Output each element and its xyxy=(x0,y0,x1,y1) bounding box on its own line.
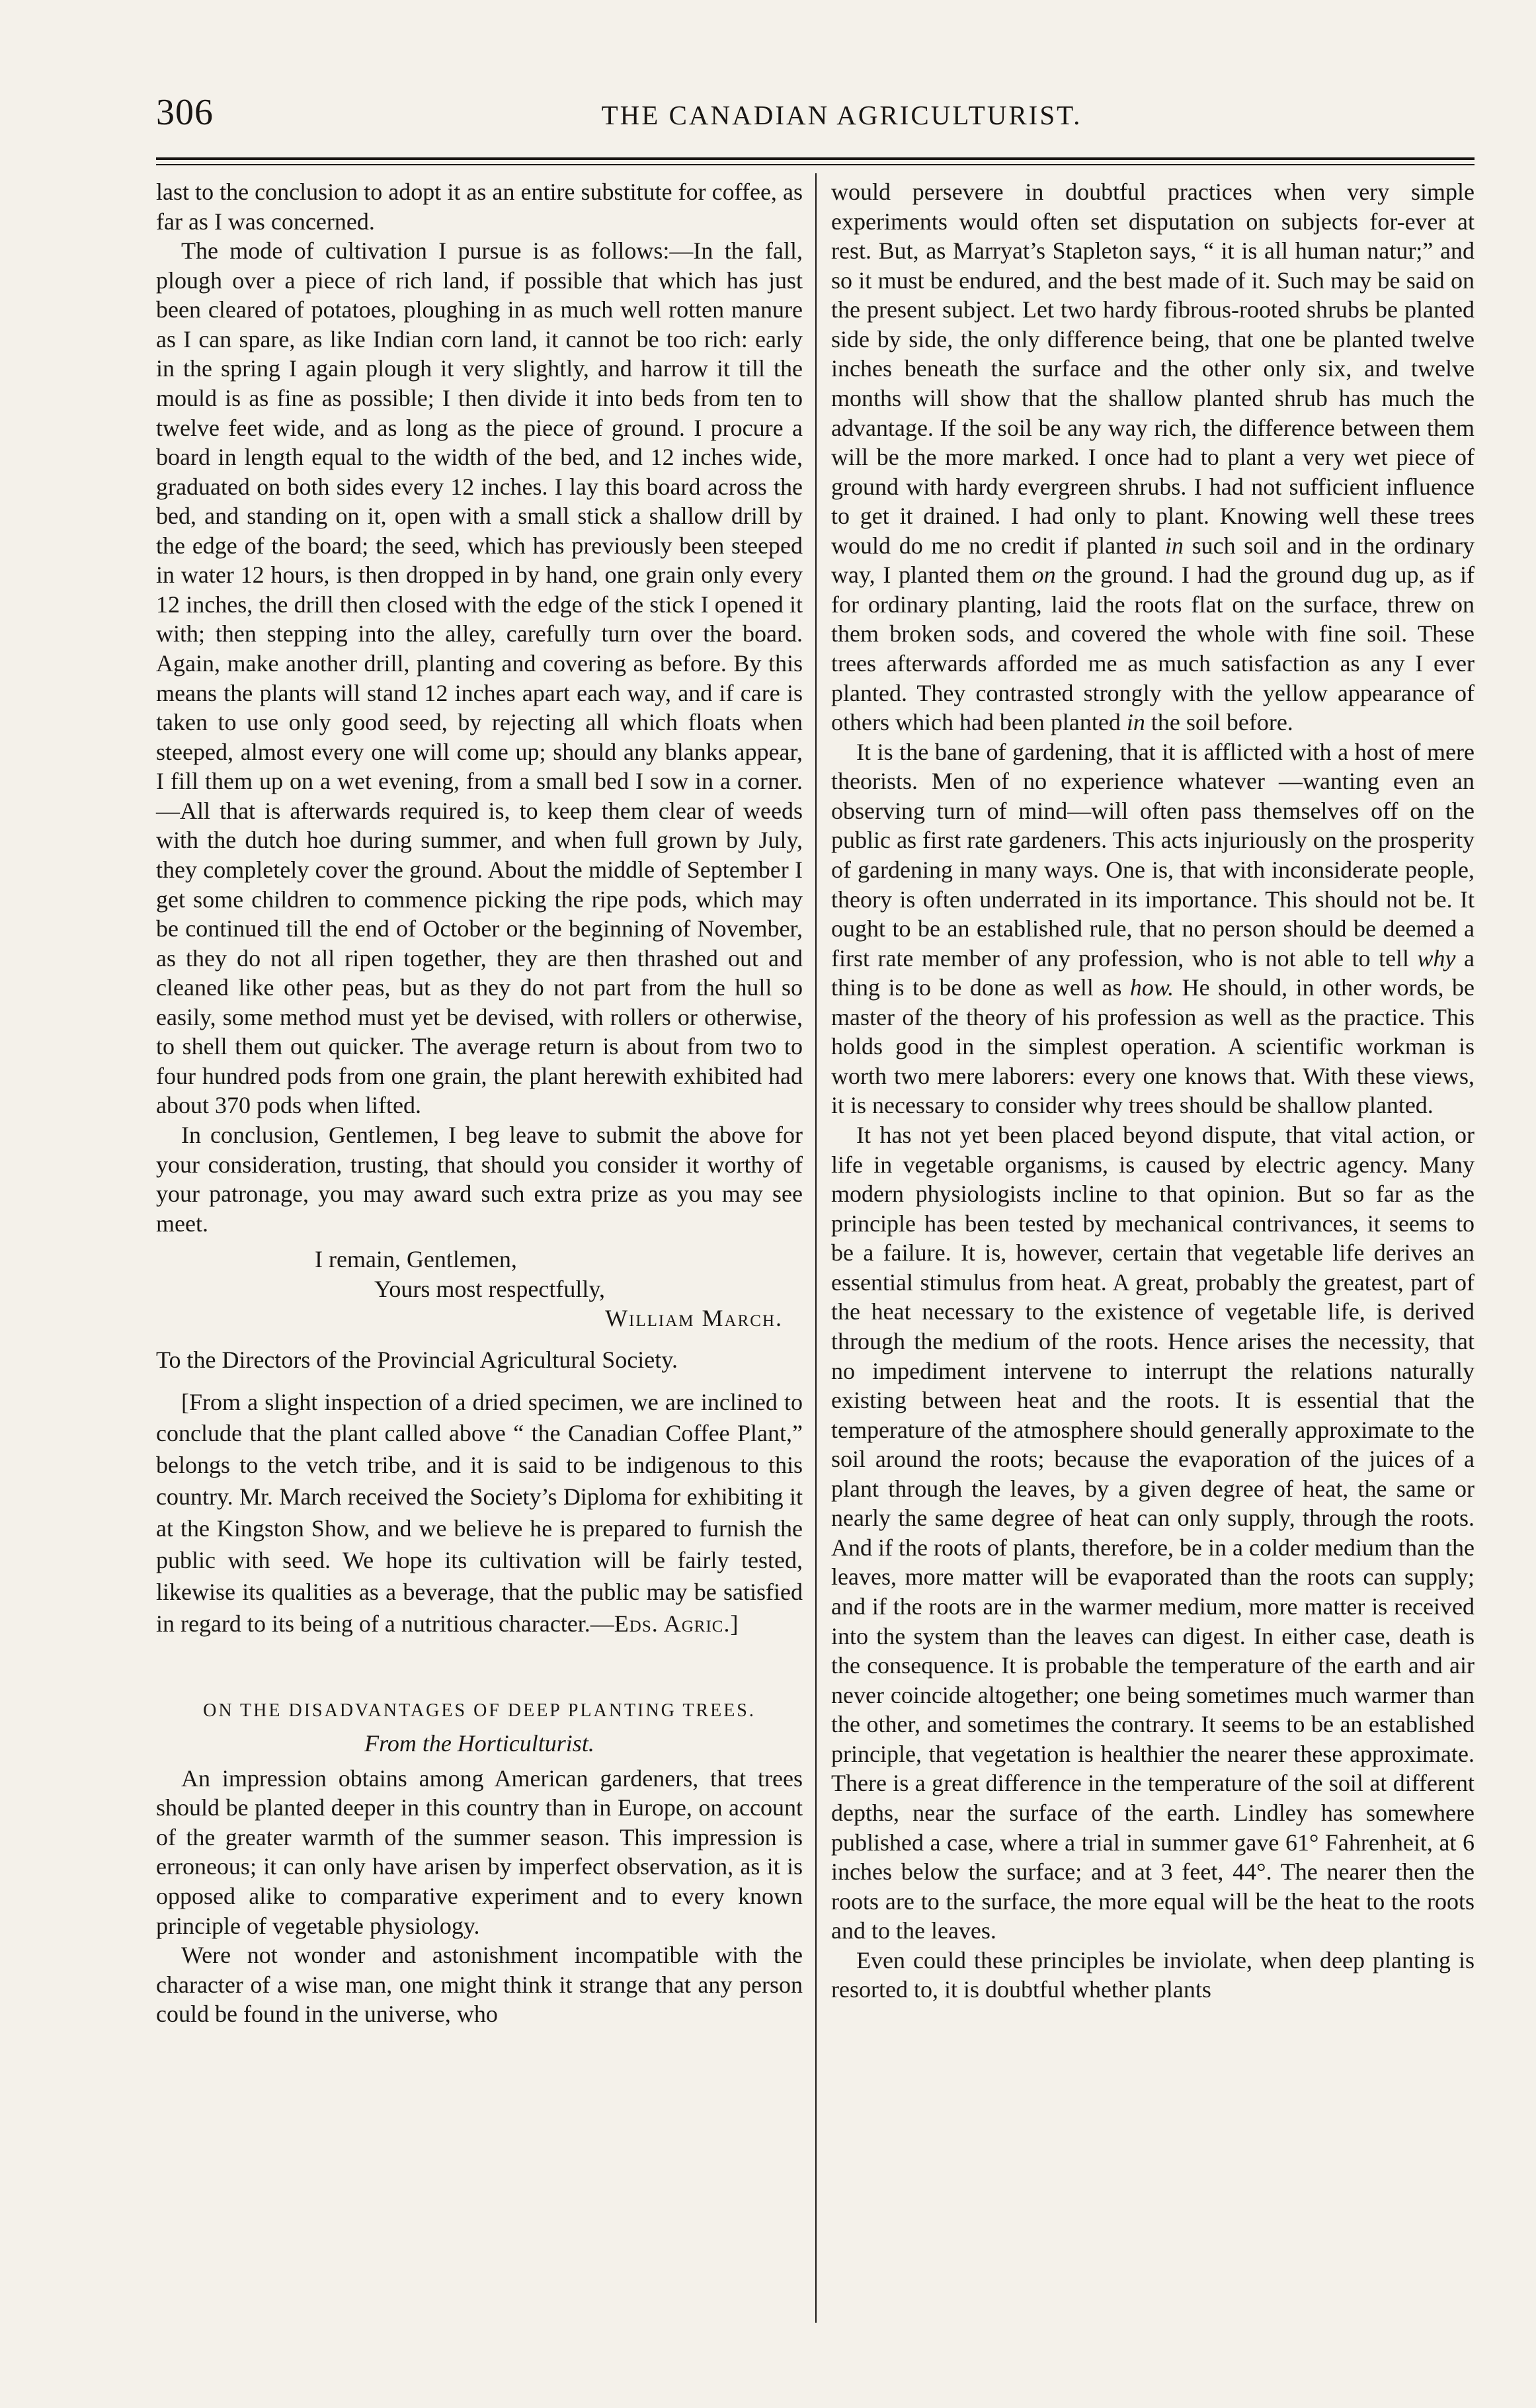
emphasis: why xyxy=(1417,944,1456,972)
paragraph: In conclusion, Gentlemen, I beg leave to submit the above for your consideration, trusting, that should you consider it worthy of your patronage, you may award such extra prize as you may see meet. xyxy=(156,1122,803,1237)
emphasis: on xyxy=(1031,561,1056,589)
paragraph: An impression obtains among American gardeners, that trees should be planted deeper in this country than in Europe, on account of the greater warmth of the summer season. This impression is erroneous; it can only have arisen by imperfect observation, as it is opposed alike to comparative experiment and to every known principle of vegetable physiology. xyxy=(156,1764,803,1939)
paragraph: It has not yet been placed beyond dispute, that vital action, or life in vegetable organisms, is caused by electric agency. Many modern physiologists incline to that opinion. But so far as the principle has been tested by mechanical contrivances, it seems to be a failure. It is, however, certain that vegetable life derives an essential stimulus from heat. A great, probably the greatest, part of the heat necessary to the existence of vegetable life, is derived through the medium of the roots. Hence arises the necessity, that no impediment intervene to interrupt the relations naturally existing between heat and the roots. It is essential that the temperature of the atmosphere should generally approximate to the soil around the roots; because the evaporation of the juices of a plant through the leaves, by a given degree of heat, the same or nearly the same degree of heat can only supply, through the roots. And if the roots of plants, therefore, be in a colder medium than the leaves, more matter will be evaporated than the roots can supply; and if the roots are in the warmer medium, more matter is received into the system than the leaves can digest. In either case, death is the consequence. It is probable the temperature of the earth and air never coincide altogether; one being sometimes much warmer than the other, and sometimes the contrary. It seems to be an established principle, that vegetation is healthier the nearer these approximate. There is a great difference in the temperature of the soil at different depths, near the surface of the earth. Lindley has somewhere published a case, where a trial in summer gave 61° Fahrenheit, at 6 inches below the surface; and at 3 feet, 44°. The nearer then the roots are to the surface, the more equal will be the heat to the roots and to the leaves. xyxy=(831,1122,1475,1944)
running-title: THE CANADIAN AGRICULTURIST. xyxy=(601,100,1082,130)
text-run: such soil and in the ordinary way, I planted them xyxy=(831,532,1475,589)
editorial-end: ] xyxy=(730,1610,739,1637)
paragraph xyxy=(831,737,1475,1120)
address-line: To the Directors of the Provincial Agricultural Society. xyxy=(156,1346,678,1373)
page-number: 306 xyxy=(156,92,214,133)
letter-closing xyxy=(156,1245,803,1333)
header-rule-thick xyxy=(156,157,1475,160)
column-divider xyxy=(815,173,817,2323)
text-run: He should, in other words, be master of the theory of his profession as well as the practice. This holds good in the simplest operation. A scientific workman is worth two mere laborers: every one knows that. With these views, it is necessary to consider why trees should be shallow planted. xyxy=(831,974,1475,1119)
closing-line: Yours most respectfully, xyxy=(374,1275,605,1302)
article-source: From the Horticulturist. xyxy=(364,1730,594,1757)
header-rule-thin xyxy=(156,164,1475,165)
emphasis: how. xyxy=(1129,974,1174,1001)
editorial-signature: Eds. Agric. xyxy=(614,1610,731,1637)
text-run: the ground. I had the ground dug up, as if for ordinary planting, laid the roots flat on the surface, threw on them broken sods, and covered the whole with fine soil. These trees afterwards afforded me as much satisfaction as any I ever planted. They contrasted strongly with the yellow appearance of others which had been planted xyxy=(831,561,1475,736)
editorial-note xyxy=(156,1387,803,1640)
page-header xyxy=(156,91,1475,144)
paragraph: Were not wonder and astonishment incompatible with the character of a wise man, one might think it strange that any person could be found in the universe, who xyxy=(156,1942,803,2028)
paragraph: The mode of cultivation I pursue is as follows:—In the fall, plough over a piece of rich land, if possible that which has just been cleared of potatoes, ploughing in as much well rotten manure as I can spare, as like Indian corn land, it cannot be too rich: early in the spring I again plough it very slightly, and harrow it till the mould is as fine as possible; I then divide it into beds from ten to twelve feet wide, and as long as the piece of ground. I procure a board in length equal to the width of the bed, and 12 inches wide, graduated on both sides every 12 inches. I lay this board across the bed, and standing on it, open with a small stick a shallow drill by the edge of the board; the seed, which has previously been steeped in water 12 hours, is then dropped in by hand, one grain only every 12 inches, the drill then closed with the edge of the stick I opened it with; then stepping into the alley, carefully turn over the board. Again, make another drill, planting and covering as before. By this means the plants will stand 12 inches apart each way, and if care is taken to use only good seed, by rejecting all which floats when steeped, almost every one will come up; should any blanks appear, I fill them up on a wet evening, from a small bed I sow in a corner.—All that is afterwards required is, to keep them clear of weeds with the dutch hoe during summer, and when full grown by July, they completely cover the ground. About the middle of September I get some children to commence picking the ripe pods, which may be continued till the end of October or the beginning of November, as they do not all ripen together, they are then thrashed out and cleaned like other peas, but as they do not part from the hull so easily, some method must yet be devised, with rollers or otherwise, to shell them out quicker. The average return is about from two to four hundred pods from one grain, the plant herewith exhibited had about 370 pods when lifted. xyxy=(156,237,803,1119)
article-heading xyxy=(156,1700,803,1759)
paragraph: last to the conclusion to adopt it as an entire substitute for coffee, as far as I was concerned. xyxy=(156,179,803,235)
article-title: ON THE DISADVANTAGES OF DEEP PLANTING TREES. xyxy=(203,1700,756,1721)
text-run: the soil before. xyxy=(1151,709,1293,736)
emphasis: in xyxy=(1126,709,1145,736)
left-column xyxy=(156,177,803,2029)
text-run: would persevere in doubtful practices when very simple experiments would often set disputation on subjects for-ever at rest. But, as Marryat’s Stapleton says, “ it is all human natur;” and so it must be endured, and the best made of it. Such may be said on the present subject. Let two hardy fibrous-rooted shrubs be planted side by side, the only difference being, that one be planted twelve inches beneath the surface and the other only six, and twelve months will show that the shallow planted shrub has much the advantage. If the soil be any way rich, the difference between them will be the more marked. I once had to plant a very wet piece of ground with hardy evergreen shrubs. I had not sufficient influence to get it drained. I had only to plant. Knowing well these trees would do me no credit if planted xyxy=(831,179,1475,559)
text-run: It is the bane of gardening, that it is afflicted with a host of mere theorists. Men of no experience whatever —wanting even an observing turn of mind—will often pass themselves off on the public as first rate gardeners. This acts injuriously on the prosperity of gardening in many ways. One is, that with inconsiderate people, theory is often underrated in its importance. This should not be. It ought to be an established rule, that no person should be deemed a first rate member of any profession, who is not able to tell xyxy=(831,738,1475,972)
paragraph xyxy=(831,177,1475,737)
paragraph: Even could these principles be inviolate, when deep planting is resorted to, it is doubtful whether plants xyxy=(831,1946,1475,2003)
text-run: a thing is to be done as well as xyxy=(831,944,1475,1001)
closing-line: I remain, Gentlemen, xyxy=(315,1246,517,1273)
signature: William March. xyxy=(605,1305,783,1332)
editorial-text: [From a slight inspection of a dried specimen, we are inclined to conclude that the plant called above “ the Canadian Coffee Plant,” belongs to the vetch tribe, and it is said to be indigenous to this country. Mr. March received the Society’s Diploma for exhibiting it at the Kingston Show, and we believe he is prepared to furnish the public with seed. We hope its cultivation will be fairly tested, likewise its qualities as a beverage, that the public may be satisfied in regard to its being of a nutritious character.— xyxy=(156,1388,803,1637)
right-column xyxy=(831,177,1475,2005)
emphasis: in xyxy=(1164,532,1184,559)
